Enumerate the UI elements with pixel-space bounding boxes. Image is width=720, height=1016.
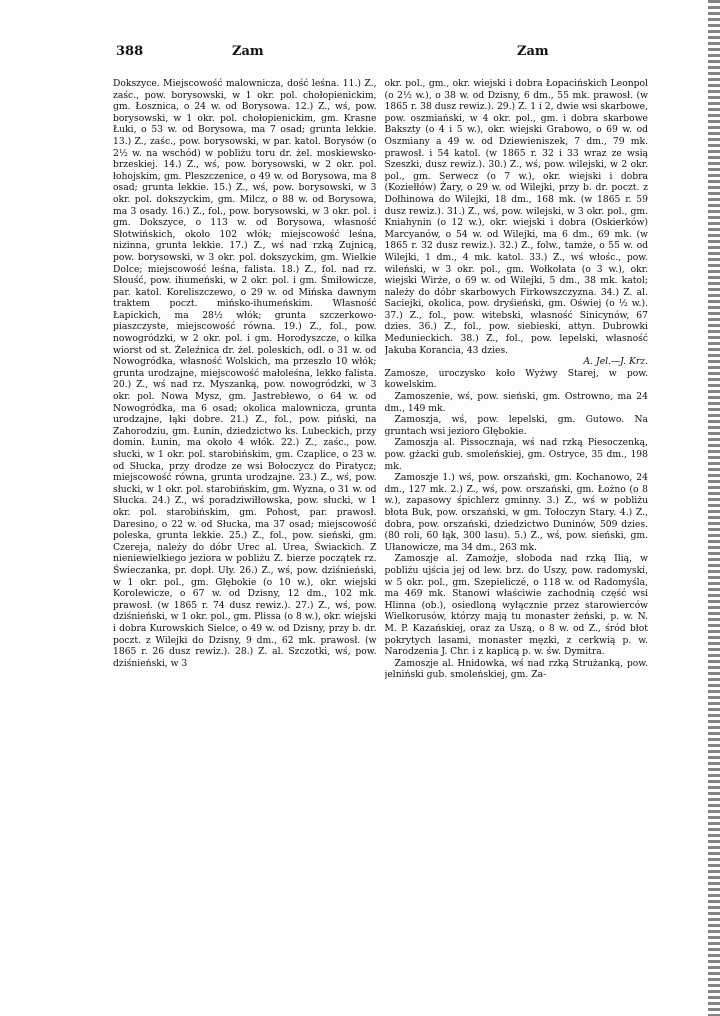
running-head-right: Zam [517, 44, 549, 59]
running-header [116, 44, 596, 64]
left-column [113, 78, 377, 988]
page-edge [708, 0, 720, 1016]
running-head-left: Zam [232, 44, 264, 59]
entry-zamoszja: Zamoszja, wś, pow. lepelski, gm. Gutowo. Na gruntach wsi jezioro Głębokie. [384, 414, 648, 437]
page-number: 388 [116, 44, 144, 59]
entry-zamosze: Zamosze, uroczysko koło Wyżwy Starej, w pow. kowelskim. [384, 367, 648, 391]
entry-zamoszenie: Zamoszenie, wś, pow. sieński, gm. Ostrowno, ma 24 dm., 149 mk. [384, 391, 648, 414]
left-paragraph: Dokszyce. Miejscowość malownicza, dość leśna. 11.) Z., zaśc., pow. borysowski, w 1 okr. pol. chołopienickim, gm. Łosznica, o 24 w. od Borysowa. 12.) Z., wś, pow. borysowski, w 1 okr. pol. chołopienickim, gm. Krasne Łuki, o 53 w. od Borysowa, ma 7 osad; grunta lekkie. 13.) Z., zaśc., pow. borysowski, w par. katol. Borysów (o 2½ w. na wschód) w pobliżu toru dr. żel. moskiewsko-brzeskiej. 14.) Z., wś, pow. borysowski, w 2 okr. pol. łohojskim, gm. Pleszczenice, o 49 w. od Borysowa, ma 8 osad; grunta lekkie. 15.) Z., wś, pow. borysowski, w 3 okr. pol. dokszyckim, gm. Milcz, o 88 w. od Borysowa, ma 3 osady. 16.) Z., fol., pow. borysowski, w 3 okr. pol. i gm. Dokszyce, o 113 w. od Borysowa, własność Słotwińskich, około 102 włók; miejscowość leśna, nizinna, grunta lekkie. 17.) Z., wś nad rzką Zujnicą, pow. borysowski, w 3 okr. pol. dokszyckim, gm. Wielkie Dolce; miejscowość leśna, falista. 18.) Z., fol. nad rz. Słouść, pow. ihumeński, w 2 okr. pol. i gm. Śmiłowicze, par. katol. Koreliszczewo, o 29 w. od Mińska dawnym traktem poczt. mińsko-ihumeńskim. Własność Łapickich, ma 28½ włók; grunta szczerkowo-piaszczyste, miejscowość równa. 19.) Z., fol., pow. nowogródzki, w 2 okr. pol. i gm. Horodyszcze, o kilka wiorst od st. Żeleźnica dr. żel. poleskich, odl. o 31 w. od Nowogródka, własność Wolskich, ma przeszło 10 włók; grunta urodzajne, miejscowość małoleśna, lekko falista. 20.) Z., wś nad rz. Myszanką, pow. nowogródzki, w 3 okr. pol. Nowa Mysz, gm. Jastrebłewo, o 64 w. od Nowogródka, ma 6 osad; okolica malownicza, grunta urodzajne, łąki dobre. 21.) Z., fol., pow. piński, na Zahorodziu, gm. Łunin, dziedzictwo ks. Lubeckich, przy domin. Łunin, ma około 4 włók. 22.) Z., zaśc., pow. słucki, w 1 okr. pol. starobińskim, gm. Czaplice, o 23 w. od Słucka, przy drodze ze wsi Bołoczycz do Piratycz; miejscowość równa, grunta urodzajne. 23.) Z., wś, pow. słucki, w 1 okr. pol. starobińskim, gm. Wyzna, o 31 w. od Słucka. 24.) Z., wś poradziwiłłowska, pow. słucki, w 1 okr. pol. starobińskim, gm. Pohost, par. prawosł. Daresino, o 22 w. od Słucka, ma 37 osad; miejscowość poleska, grunta lekkie. 25.) Z., fol., pow. sieński, gm. Czereja, należy do dóbr Urec al. Urea, Świackich. Z nieniewielkiego jeziora w pobliżu Z. bierze początek rz. Świeczanka, pr. dopł. Uły. 26.) Z., wś, pow. dziśnieński, w 1 okr. pol., gm. Głębokie (o 10 w.), okr. wiejski Korolewicze, o 67 w. od Dzisny, 12 dm., 102 mk. prawosł. (w 1865 r. 74 dusz rewiz.). 27.) Z., wś, pow. dziśnieński, w 1 okr. pol., gm. Plissa (o 8 w.), okr. wiejski i dobra Kurowskich Sielce, o 49 w. od Dzisny, przy b. dr. poczt. z Wilejki do Dzisny, 9 dm., 62 mk. prawosł. (w 1865 r. 26 dusz rewiz.). 28.) Z. al. Szczotki, wś, pow. dziśnieński, w 3 [113, 78, 377, 669]
entry-zamoszje: Zamoszje 1.) wś, pow. orszański, gm. Kochanowo, 24 dm., 127 mk. 2.) Z., wś, pow. orszański, gm. Łożno (o 8 w.), zapasowy śpichlerz gminny. 3.) Z., wś w pobliżu błota Buk, pow. orszański, w gm. Tołoczyn Stary. 4.) Z., dobra, pow. orszański, dziedzictwo Duninów, 509 dzies. (80 roli, 60 łąk, 300 lasu). 5.) Z., wś, pow. sieński, gm. Ułanowicze, ma 34 dm., 263 mk. [384, 472, 648, 553]
entry-zamoszje-hnidowka: Zamoszje al. Hnidowka, wś nad rzką Strużanką, pow. jelniński gub. smoleńskiej, gm. Za- [384, 657, 648, 681]
author-signature: A. Jel.—J. Krz. [583, 356, 648, 368]
text-columns [113, 78, 648, 988]
entry-zamoszje-zamozje: Zamoszje al. Zamożje, słoboda nad rzką Ilią, w pobliżu ujścia jej od lew. brz. do Uszy, pow. radomyski, w 5 okr. pol., gm. Szepieliczé, o 118 w. od Radomyśla, ma 469 mk. Stanowi właściwie zachodnią część wsi Hlinna (ob.), osiedloną wyłącznie przez starowierców Wielkorusów, którzy mają tu monaster żeński, p. w. N. M. P. Kazańskiej, oraz za Uszą, o 8 w. od Z., śród błot pokrytych lasami, monaster męzki, z cerkwią p. w. Narodzenia J. Chr. i z kaplicą p. w. św. Dymitra. [384, 553, 648, 658]
entry-zamoszja-pissocznaja: Zamoszja al. Pissocznaja, wś nad rzką Piesoczenką, pow. gżacki gub. smoleńskiej, gm. Ostryce, 35 dm., 198 mk. [384, 437, 648, 472]
right-paragraph: okr. pol., gm., okr. wiejski i dobra Łopacińskich Leonpol (o 2½ w.), o 38 w. od Dzisny, 6 dm., 55 mk. prawosł. (w 1865 r. 38 dusz rewiz.). 29.) Z. 1 i 2, dwie wsi skarbowe, pow. oszmiański, w 4 okr. pol., gm. i dobra skarbowe Bakszty (o 4 i 5 w.), okr. wiejski Grabowo, o 69 w. od Oszmiany a 49 w. od Dziewieniszek, 7 dm., 79 mk. prawosł. i 54 katol. (w 1865 r. 32 i 33 wraz ze wsią Szeszki, dusz rewiz.). 30.) Z., wś, pow. wilejski, w 2 okr. pol., gm. Serwecz (o 7 w.), okr. wiejski i dobra (Koziełłów) Żary, o 29 w. od Wilejki, przy b. dr. poczt. z Dołhinowa do Wilejki, 18 dm., 168 mk. (w 1865 r. 59 dusz rewiz.). 31.) Z., wś, pow. wilejski, w 3 okr. pol., gm. Kniahynin (o 12 w.), okr. wiejski i dobra (Oskierków) Marcyanów, o 54 w. od Wilejki, ma 6 dm., 69 mk. (w 1865 r. 32 dusz rewiz.). 32.) Z., folw., tamże, o 55 w. od Wilejki, 1 dm., 4 mk. katol. 33.) Z., wś włośc., pow. wileński, w 3 okr. pol., gm. Wołkołata (o 3 w.), okr. wiejski Wirże, o 69 w. od Wilejki, 5 dm., 38 mk. katol; należy do dóbr skarbowych Firkowszczyzna. 34.) Z. al. Saciejki, okolica, pow. dryśieński, gm. Oświej (o ½ w.). 37.) Z., fol., pow. witebski, własność Sinicynów, 67 dzies. 36.) Z., fol., pow. siebieski, attyn. Dubrowki Medunieckich. 38.) Z., fol., pow. lepelski, własność Jakuba Korancia, 43 dzies. [384, 78, 648, 356]
right-column [385, 78, 649, 988]
